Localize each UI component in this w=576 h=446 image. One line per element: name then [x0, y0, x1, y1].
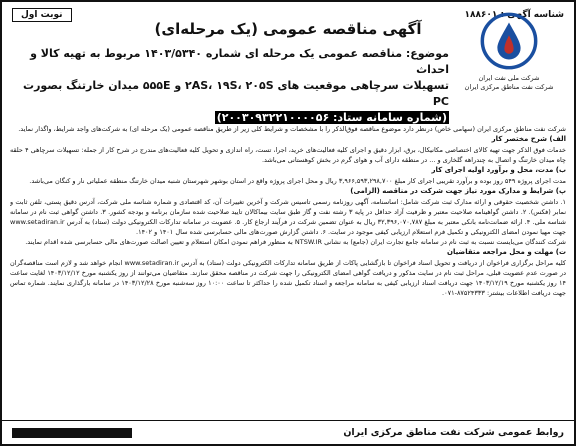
logo-caption-2: شرکت نفت مناطق مرکزی ایران [464, 83, 554, 92]
section-a-heading: الف) شرح مختصر کار [491, 135, 566, 144]
section-b-heading: ب) مدت، محل و برآورد اولیه اجرای کار [431, 166, 566, 175]
logo-caption-1: شرکت ملی نفت ایران [478, 74, 540, 82]
ntsw-note: شرکت کنندگان می‌بایست نسبت به ثبت نام در سامانه جامع تجارت ایران (جامع) به نشانی NTSW.IR به منظور فراهم نمودن امکان استعلام و تعیین اصالت صورت‌های مالی حسابرسی شده اقدام نمایند. [25, 238, 566, 247]
section-b-text: مدت اجرای پروژه ۵۴۹ روز بوده و برآورد تقریبی اجرای کار مبلغ ۳,۹۶۶,۵۹۳,۲۹۸,۷۰۰ ریال و محل اجرای پروژه واقع در استان بوشهر شهرستان شنبه میدان خارتنگ منطقه عملیاتی نار و کنگان می‌باشد. [29, 176, 566, 185]
section-d-text: کلیه مراحل برگزاری فراخوان از دریافت و تحویل اسناد فراخوان تا بازگشایی پاکات از طریق سامانه تدارکات الکترونیکی دولت (ستاد) به آدرس www.setadiran.ir انجام خواهد شد و لازم است مناقصه‌گران در صورت عدم عضویت قبلی، مراحل ثبت نام در سایت مذکور و دریافت گواهی امضای الکترونیکی را جهت شرکت در مناقصه محقق سازند. متقاضیان می‌توانند از روز یکشنبه مورخ ۱۴۰۳/۱۲/۱۲ لغایت ساعت ۱۴ روز یکشنبه مورخ ۱۴۰۳/۱۲/۱۹ جهت دریافت اسناد ارزیابی کیفی به سامانه مراجعه و اسناد تکمیل شده را حداکثر تا ساعت ۱۰:۰۰ روز سه‌شنبه مورخ ۱۴۰۳/۱۲/۲۸ در سامانه بارگذاری نمایند. شماره تماس جهت دریافت اطلاعات بیشتر: ۸۷۵۲۴۳۳۳-۰۷۱. [10, 258, 566, 298]
tender-subject [12, 46, 449, 126]
setad-number: (شماره سامانه ستاد: ۲۰۰۳۰۹۳۲۲۱۰۰۰۰۵۶) [216, 110, 447, 124]
section-d-heading: ت) مهلت و محل مراجعه متقاضیان [446, 248, 566, 257]
intro-paragraph: شرکت نفت مناطق مرکزی ایران (سهامی خاص) درنظر دارد موضوع مناقصه فوق‌الذکر را با مشخصات و شرایط کلی زیر از طریق مناقصه عمومی (یک مرحله ای) به شرکت‌های واجد شرایط، واگذار نماید. [18, 125, 566, 133]
section-c-text: ۱. داشتن شخصیت حقوقی و ارائه مدارک ثبت شرکت شامل: اساسنامه، آگهی روزنامه رسمی تاسیس شرکت و آخرین تغییرات آن، کد اقتصادی و شماره شناسه ملی شرکت، آدرس دقیق پستی، تلفن ثابت و نمابر (فکس). ۲. داشتن گواهینامه صلاحیت معتبر و ظرفیت آزاد حداقل در پایه ۳ رشته نفت و گاز طبق سایت بیماکالان تایید صلاحیت شده سازمان برنامه و بودجه کشور. ۳. داشتن گواهی ثبت نام در سامانه شناسه ملی. ۴. ارائه ضمانت‌نامه بانکی معتبر به مبلغ ۳۲,۳۹۶,۰۷۰,۷۸۷ ریال به عنوان تضمین شرکت در فرآیند ارجاع کار. ۵. عضویت در سامانه تدارکات الکترونیکی دولت (ستاد) به آدرس www.setadiran.ir جهت مهیا نمودن امضای الکترونیکی و تکمیل فرم استعلام ارزیابی کیفی موجود در سایت. ۶. داشتن گزارش صورت‌های مالی حسابرسی شده سال ۱۴۰۱ و ۱۴۰۲. [10, 197, 566, 236]
public-relations-signature: روابط عمومی شرکت نفت مناطق مرکزی ایران [343, 427, 564, 438]
subject-line-1: موضوع: مناقصه عمومی یک مرحله ای شماره ۱۴۰۳/۵۳۴۰ مربوط به تهیه کالا و احداث [30, 47, 449, 76]
round-badge: نوبت اول [12, 8, 72, 22]
subject-line-2: تسهیلات سرچاهی موقعیت های ۲AS، ۱۹S، ۲۰۵S و ۵۵۵E میدان خارتنگ بصورت PC [23, 78, 449, 108]
ad-number: شناسه آگهی : ۱۸۸۶۰۱ [464, 10, 564, 20]
company-logo [454, 12, 564, 122]
section-a-text: خدمات فوق الذکر جهت تهیه کالای اختصاصی مکانیکال، برق، ابزار دقیق و اجرای کلیه فعالیت‌های خرید، اجرا، تست، راه اندازی و تحویل کلیه فعالیت‌های مندرج در شرح کار از جمله: تسهیلات سرچاهی ۴ حلقه چاه میدان خارتنگ و اتصال به چندراهه گلخاری و ... در منطقه دارای آب و هوای گرم در بخش کوهستانی می‌باشد. [10, 145, 566, 164]
ad-body [10, 124, 566, 416]
ad-title: آگهی مناقصه عمومی (یک مرحله‌ای) [154, 20, 422, 38]
ad-footer [2, 420, 574, 444]
oil-company-emblem-icon [480, 12, 538, 70]
footer-bar-decoration [12, 428, 132, 438]
section-c-heading: پ) شرایط و مدارک مورد نیاز جهت شرکت در مناقصه (الزامی) [350, 186, 566, 195]
